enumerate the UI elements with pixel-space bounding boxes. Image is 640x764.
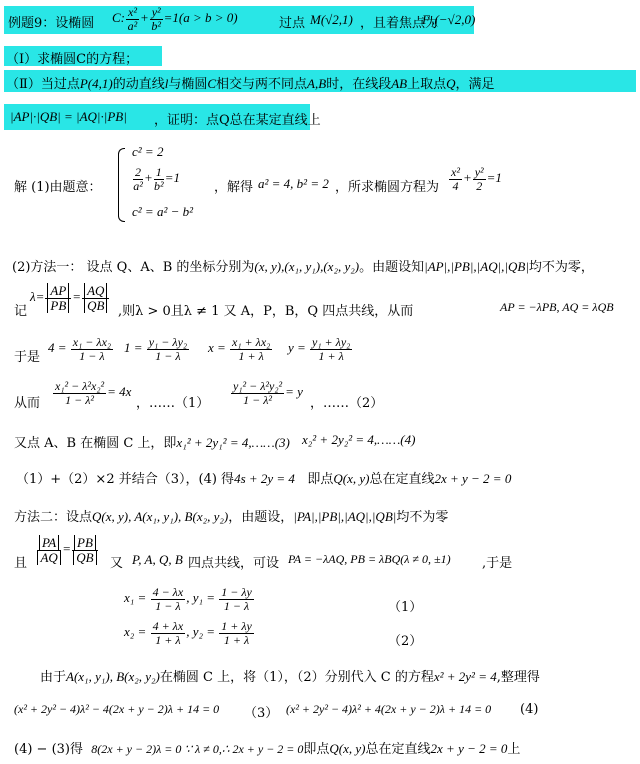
m2-you: 又 (110, 556, 124, 571)
m1-on-line (14, 432, 290, 451)
m2-sub-a: 由于 (40, 670, 67, 685)
problem-title-prefix: 例题9：设椭圆 (8, 16, 95, 31)
part1-line (4, 46, 162, 66)
passes-text: 过点 (279, 16, 306, 31)
m2-final-line-eq: 2x + y − 2 = 0 (430, 741, 508, 756)
part2-p: P(4,1) (79, 76, 113, 91)
part2-e: 时，在线段 (326, 77, 392, 92)
m2-eq4: (x² + 2y² − 4)λ² + 4(2x + y − 2)λ + 14 = 0 (286, 702, 492, 716)
m1-eq3: x = $\frac{\text{x₁ + λx₂}}{1 + \lambda}$ (208, 335, 271, 363)
point-m: M(√2,1) (310, 12, 353, 27)
focus-point: F₁(−√2,0) (422, 12, 476, 27)
condition-tail: ，证明：点Q总在某定直线上 (154, 113, 321, 128)
m2-collinear: P, A, Q, B (132, 552, 183, 567)
m2-final-c: 总在定直线 (365, 742, 431, 757)
s1-final: $\frac{\text{x²}}{4}$ + $\frac{\text{y²}}{2}$ =1 (451, 165, 502, 193)
m1-eq1: 4 = $\frac{\text{x₁ − λx₂}}{1 - \lambda}$ (48, 335, 112, 363)
ellipse-equation: C: $\frac{\text{x²}}{\text{a²}}$ + $\frac{\text{y²}}{\text{b²}}$ =1(a > b > 0) (112, 5, 238, 33)
m2-ratio: $\frac{PA}{AQ}$ = $\frac{PB}{QB}$ (36, 536, 99, 564)
m2-final-d: 上 (507, 742, 521, 757)
s1-solve: ，解得 (214, 180, 254, 195)
m1-eq7: x₁² + 2y₁² = 4,……(3) (176, 435, 290, 450)
part2-C: C (207, 76, 217, 91)
m2-yushi: ,于是 (482, 556, 513, 571)
m2-final-a: (4) − (3)得 (14, 742, 83, 757)
condition-line (4, 104, 321, 130)
m2-sub-pts: A(x₁, y₁), B(x₂, y₂) (66, 669, 160, 684)
m1-eq6: $\frac{\text{y₁² − λ²y₂²}}{\text{1 − λ²}}$ = y (233, 379, 303, 407)
m1-conclude: 即点 (307, 472, 334, 487)
s1-sys-2: $\frac{2}{\text{a²}}$ + $\frac{1}{\text{b²}}$ =1 (133, 165, 181, 193)
focus-text: ，且着焦点为 (360, 16, 439, 31)
part2-AB2: AB (391, 76, 408, 91)
m1-congr: 从而 (14, 396, 41, 411)
m2-qie: 且 (14, 556, 28, 571)
part1-text: （Ⅰ）求椭圆C的方程； (6, 52, 139, 67)
s1-tail: ，所求椭圆方程为 (335, 180, 440, 195)
m1-nonzero: |AP|,|PB|,|AQ|,|QB| (424, 259, 529, 274)
m1-intro-line (12, 256, 594, 275)
m1-Q: Q(x, y) (333, 471, 370, 486)
m1-eq8: x₂² + 2y₂² = 4,……(4) (302, 432, 416, 447)
condition-equation: |AP|·|QB| = |AQ|·|PB| (10, 109, 127, 124)
m1-lambda: λ= $\frac{AP}{PB}$ = $\frac{AQ}{QB}$ (30, 284, 110, 312)
m2-coords: Q(x, y), A(x₁, y₁), B(x₂, y₂) (92, 509, 229, 524)
m1-eq5: $\frac{\text{x₁² − λ²x₂²}}{\text{1 − λ²}}$ = 4x (55, 379, 132, 407)
m1-eq4: y = $\frac{\text{y₁ + λy₂}}{1 + \lambda}$ (288, 335, 351, 363)
m2-intro: 方法二：设点 (14, 510, 93, 525)
part2-line (4, 70, 636, 92)
m2-tag4: (4) (520, 702, 539, 717)
m1-conclude2: 总在定直线 (369, 472, 435, 487)
s1-sys-3: c² = a² − b² (132, 204, 194, 219)
m1-line: 2x + y − 2 = 0 (434, 471, 512, 486)
m1-result: 4s + 2y = 4 (234, 471, 295, 486)
part2-Q: Q (446, 76, 456, 91)
m2-sub-line (40, 666, 540, 685)
m2-tag2: （2） (388, 634, 423, 649)
m1-eq5-tag: ，……（1） (136, 396, 210, 411)
m2-sub-b: 在椭圆 C 上，将（1），（2）分别代入 C 的方程 (159, 670, 434, 685)
part2-c: 与椭圆 (168, 77, 208, 92)
m2-sub-c: ,整理得 (496, 670, 540, 685)
part2-f: 上取点 (407, 77, 447, 92)
m2-final-eq: 8(2x + y − 2)λ = 0 ∵ λ ≠ 0,∴ 2x + y − 2 = 0 (91, 742, 304, 756)
m2-intro-line (14, 506, 448, 525)
s1-result: a² = 4, b² = 2 (258, 176, 329, 191)
m2-x1: x₁ = $\frac{4 - \lambda x}{1 - \lambda}$ , y₁ = $\frac{1 - \lambda y}{1 - \lambda}$ (124, 585, 252, 613)
m2-nonzero: |PA|,|PB|,|AQ|,|QB| (293, 509, 397, 524)
m2-sub-eq: x² + 2y² = 4 (433, 669, 497, 684)
m1-intro: (2)方法一： 设点 Q、A、B 的坐标分别为 (12, 260, 255, 275)
m2-tag1: （1） (388, 600, 423, 615)
m2-intro2: ，由题设， (228, 510, 294, 525)
m1-eq2: 1 = $\frac{\text{y₁ − λy₂}}{1 - \lambda}$ (124, 335, 188, 363)
s1-sys-1: c² = 2 (132, 144, 164, 159)
m1-lambda-pre: 记 (14, 304, 28, 319)
m2-x2: x₂ = $\frac{4 + \lambda x}{1 + \lambda}$ , y₂ = $\frac{1 + \lambda y}{1 + \lambda}$ (124, 619, 252, 647)
m2-tag3: （3） (244, 706, 279, 721)
s1-label: 解 (1)由题意： (14, 180, 102, 195)
system-brace (118, 148, 125, 222)
m2-final-line (14, 738, 520, 757)
m2-final-b: 即点 (303, 742, 330, 757)
m2-nonzero-tail: 均不为零 (396, 510, 449, 525)
part2-l: l (164, 76, 169, 91)
m2-collinear-tail: 四点共线，可设 (188, 556, 280, 571)
part2-AB: A,B (307, 76, 327, 91)
part2-d: 相交与两不同点 (216, 77, 308, 92)
part2-g: ，满足 (455, 77, 495, 92)
m1-nonzero-tail: 均不为零， (528, 260, 594, 275)
m1-combine-line (16, 468, 511, 487)
problem-title-line (4, 6, 474, 34)
m2-final-Q: Q(x, y) (329, 741, 366, 756)
part2-a: （Ⅱ）当过点 (6, 77, 80, 92)
m1-yushi: 于是 (14, 350, 41, 365)
m2-vec: PA = −λAQ, PB = λBQ(λ ≠ 0, ±1) (288, 552, 451, 566)
m1-intro2: 。由题设知 (359, 260, 425, 275)
m1-coords: (x, y),(x₁, y₁),(x₂, y₂) (254, 259, 360, 274)
m1-on: 又点 A、B 在椭圆 C 上，即 (14, 436, 177, 451)
m1-lambda-tail: ,则λ > 0且λ ≠ 1 又 A，P，B，Q 四点共线，从而 (118, 304, 414, 319)
m1-combine: （1）+（2）×2 并结合（3），(4) 得 (16, 472, 235, 487)
m1-eq6-tag: ，……（2） (310, 396, 384, 411)
part2-b: 的动直线 (112, 77, 165, 92)
m1-vec: AP = −λPB, AQ = λQB (500, 300, 614, 314)
m2-eq3: (x² + 2y² − 4)λ² − 4(2x + y − 2)λ + 14 = 0 (14, 702, 220, 716)
